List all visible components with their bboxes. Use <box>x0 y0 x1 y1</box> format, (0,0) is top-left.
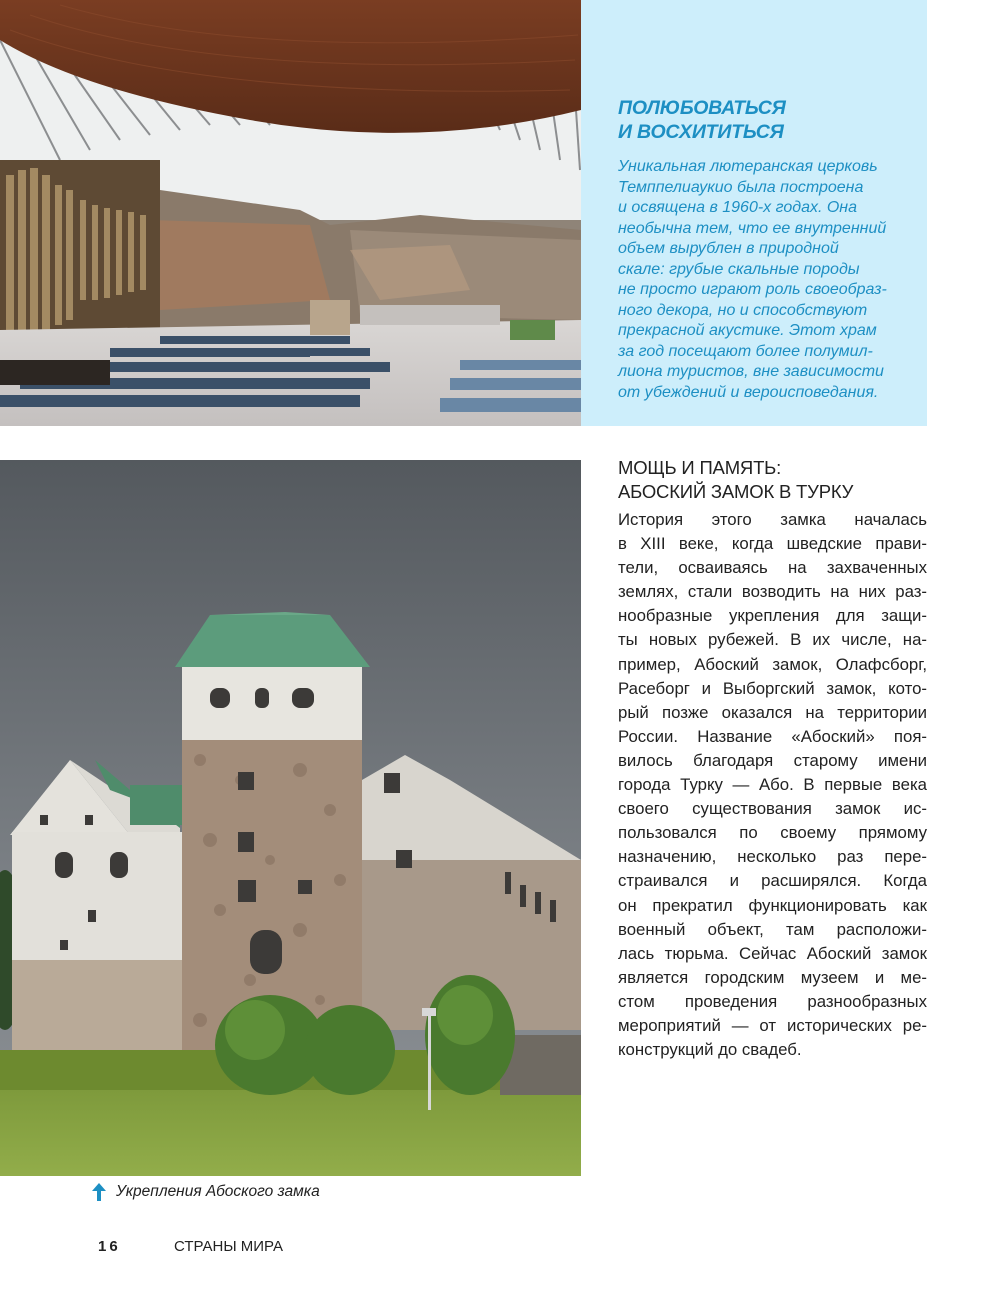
article-line: России. Название «Абоский» поя- <box>618 726 927 746</box>
article-line: нообразные укрепления для защи- <box>618 606 927 626</box>
sidebar-title-line: И ВОСХИТИТЬСЯ <box>618 121 784 143</box>
article-line: рый позже оказался на территории <box>618 702 927 722</box>
article-line: стом проведения разнообразных <box>618 991 927 1011</box>
sidebar-text-line: прекрасной акустике. Этот храм <box>618 322 877 339</box>
article-line: землях, стали возводить на них раз- <box>618 582 927 602</box>
article-line: Расеборг и Выборгский замок, кото- <box>618 678 927 698</box>
sidebar-text-line: необычна тем, что ее внутренний <box>618 219 887 237</box>
sidebar-text-line: не просто играют роль своеобраз- <box>618 281 887 298</box>
sidebar-text-line: лиона туристов, вне зависимости <box>618 363 884 380</box>
sidebar-text-line: Темппелиаукио была построена <box>618 178 864 196</box>
article-line: вилось благодаря старому имени <box>618 750 927 770</box>
article-line: ты новых рубежей. В их числе, на- <box>618 630 927 650</box>
page-number: 16 <box>98 1238 121 1255</box>
sidebar-text-line: скале: грубые скальные породы <box>618 260 860 278</box>
sidebar-text <box>618 157 897 403</box>
sidebar-text-line: объем вырублен в природной <box>618 240 839 257</box>
sidebar-text-line: за год посещают более полумил- <box>618 342 873 360</box>
article-line: назначению, несколько раз пере- <box>618 847 927 867</box>
section-name: СТРАНЫ МИРА <box>174 1238 284 1255</box>
article-line: История этого замка началась <box>618 510 927 529</box>
sidebar-text-line: Уникальная лютеранская церковь <box>618 158 878 175</box>
article-title <box>618 456 927 504</box>
article-line: пользовался по своему прямому <box>618 823 927 843</box>
article-line: пример, Абоский замок, Олафсборг, <box>618 654 927 674</box>
article-line: является городским музеем и ме- <box>618 967 927 987</box>
article-body <box>618 508 927 1062</box>
article-line: тели, осваиваясь на захваченных <box>618 558 927 578</box>
article <box>618 456 927 1062</box>
article-line: конструкций до свадеб. <box>618 1040 802 1060</box>
temppeliaukio-church-photo <box>0 0 581 426</box>
article-line: своего существования замок ис- <box>618 799 927 819</box>
article-title-line: МОЩЬ И ПАМЯТЬ: <box>618 457 782 478</box>
article-line: в XIII веке, когда шведские прави- <box>618 534 927 554</box>
sidebar-title-line: ПОЛЮБОВАТЬСЯ <box>618 97 786 119</box>
turku-castle-photo <box>0 460 581 1176</box>
info-sidebar <box>581 0 927 426</box>
sidebar-text-line: и освящена в 1960-х годах. Она <box>618 199 858 216</box>
article-line: города Турку — Або. В первые века <box>618 775 927 795</box>
article-line: военный объект, там расположи- <box>618 919 927 939</box>
article-line: он прекратил функционировать как <box>618 895 927 915</box>
sidebar-text-line: от убеждений и вероисповедания. <box>618 383 879 401</box>
article-line: лась тюрьма. Сейчас Абоский замок <box>618 943 927 963</box>
article-line: мероприятий — от исторических ре- <box>618 1015 927 1035</box>
arrow-up-icon <box>92 1183 106 1201</box>
photo-caption <box>92 1183 320 1201</box>
sidebar-text-line: ного декора, но и способствуют <box>618 301 868 319</box>
article-title-line: АБОСКИЙ ЗАМОК В ТУРКУ <box>618 481 854 502</box>
sidebar-title <box>618 96 897 144</box>
article-line: страивался и расширялся. Когда <box>618 871 927 891</box>
caption-text: Укрепления Абоского замка <box>116 1183 320 1200</box>
